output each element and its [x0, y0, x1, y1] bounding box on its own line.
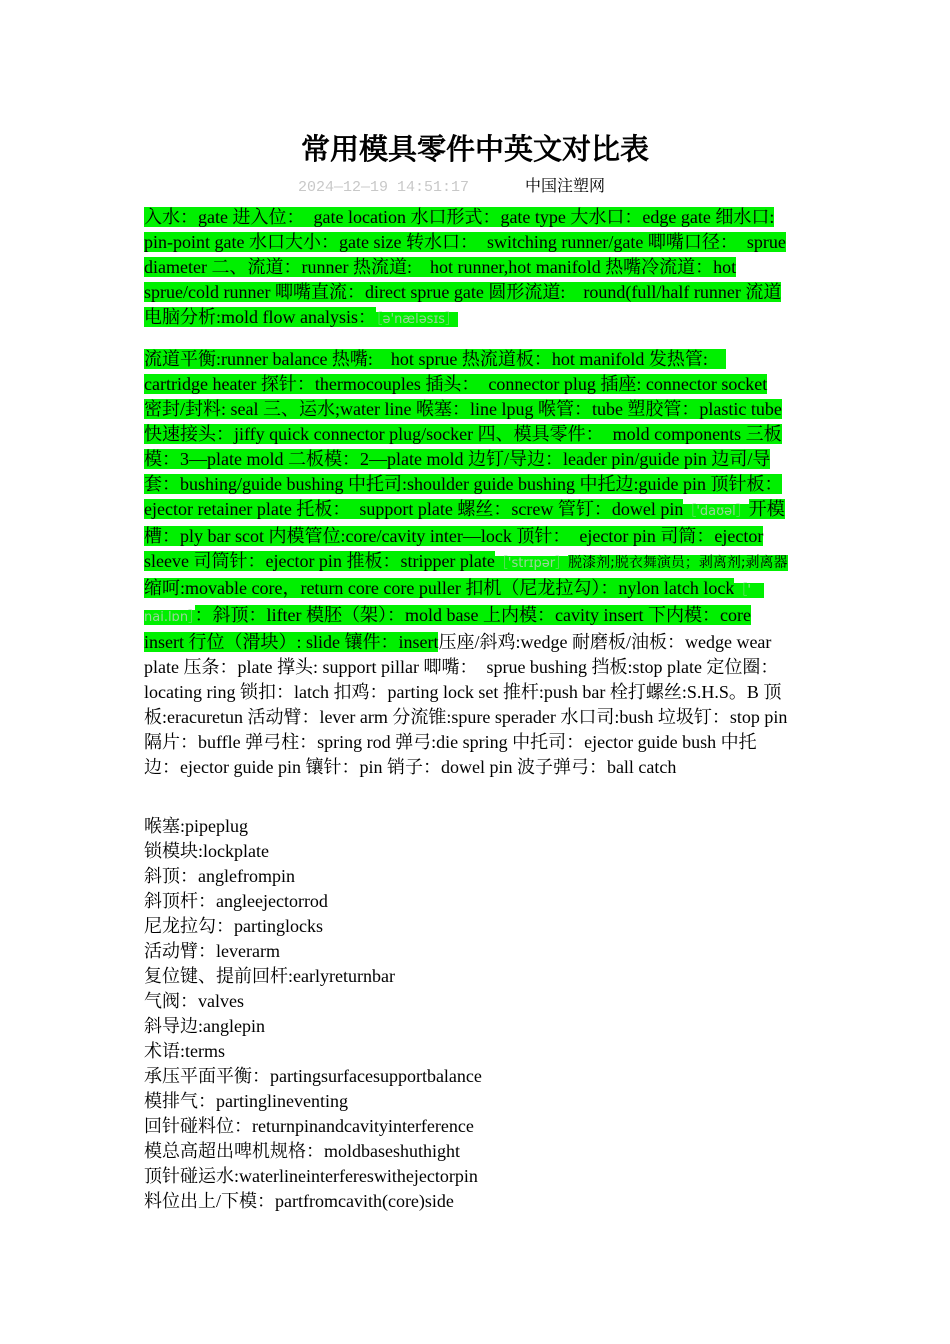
list-item: 复位键、提前回杆:earlyreturnbar [144, 966, 395, 986]
list-item: 锁模块:lockplate [144, 841, 269, 861]
list-item: 承压平面平衡：partingsurfacesupportbalance [144, 1066, 482, 1086]
list-item: 喉塞:pipeplug [144, 816, 248, 836]
list-item: 回针碰料位：returnpinandcavityinterference [144, 1116, 474, 1136]
highlighted-text: 开模槽：ply bar scot 内模管位:core/cavity inter—lock 顶针： ejector pin 司筒：ejector sleeve 司筒针：ejector pin 推板：stripper plate [144, 499, 785, 571]
paragraph-mold-components [144, 347, 789, 780]
list-item: 斜顶：anglefrompin [144, 866, 295, 886]
list-item: 尼龙拉勾：partinglocks [144, 916, 323, 936]
list-item: 模总高超出啤机规格：moldbaseshuthight [144, 1141, 460, 1161]
phonetic-annotation: ［' nai.lɒn］ [144, 583, 764, 625]
list-item: 斜顶杆：angleejectorrod [144, 891, 328, 911]
list-item: 模排气：partinglineventing [144, 1091, 348, 1111]
list-item: 活动臂：leverarm [144, 941, 280, 961]
list-item: 斜导边:anglepin [144, 1016, 265, 1036]
source-site: 中国注塑网 [525, 178, 606, 195]
highlighted-text: 流道平衡:runner balance 热嘴: hot sprue 热流道板：hot manifold 发热管: cartridge heater 探针：thermocouples 插头： connector plug 插座: connector socket 密封/封料: seal 三、运水;water line 喉塞：line lpug 喉管：tube 塑胶管：plastic tube 快速接头：jiffy quick connector plug/socker 四、模具零件： mold components 三板模：3—plate mold 二板模：2—plate mold 边钉/导边：leader pin/guide pin 边司/导套：bushing/guide bushing 中托司:shoulder guide bushing 中托边:guide pin 顶针板：ejector retainer plate 托板： support plate 螺丝：screw 管钉：dowel pin [144, 349, 783, 519]
publish-date: 2024—12—19 14:51:17 [298, 179, 470, 196]
paragraph-gates-runners [144, 205, 789, 332]
highlighted-text: ：斜顶：lifter 模胚（架）：mold base 上内模：cavity insert 下内模：core insert 行位（滑块）: slide 镶件：insert [144, 605, 751, 652]
list-item: 顶针碰运水:waterlineinterfereswithejectorpin [144, 1166, 478, 1186]
terms-list [144, 814, 789, 1214]
document-title: 常用模具零件中英文对比表 [300, 134, 649, 166]
document-meta [298, 176, 718, 199]
phonetic-annotation: ［'strɪpər］ [494, 556, 569, 571]
phonetic-annotation: ［ə'næləsɪs］ [376, 312, 459, 327]
list-item: 料位出上/下模：partfromcavith(core)side [144, 1191, 454, 1211]
phonetic-annotation: ［'daʊəl］ [683, 504, 749, 519]
list-item: 术语:terms [144, 1041, 225, 1061]
list-item: 气阀：valves [144, 991, 244, 1011]
highlighted-text: 入水：gate 进入位： gate location 水口形式：gate type 大水口：edge gate 细水口: pin-point gate 水口大小：gate size 转水口： switching runner/gate 唧嘴口径： sprue diameter 二、流道：runner 热流道: hot runner,hot manifold 热嘴冷流道：hot sprue/cold runner 唧嘴直流：direct sprue gate 圆形流道: round(full/half runner 流道电脑分析:mold flow analysis： [144, 207, 786, 327]
plain-text: 压座/斜鸡:wedge 耐磨板/油板：wedge wear plate 压条：plate 撑头: support pillar 唧嘴： sprue bushing 挡板:stop plate 定位圈：locating ring 锁扣：latch 扣鸡：parting lock set 推杆:push bar 栓打螺丝:S.H.S。B 顶板:eracuretun 活动臂：lever arm 分流锥:spure sperader 水口司:bush 垃圾钉：stop pin 隔片：buffle 弹弓柱：spring rod 弹弓:die spring 中托司：ejector guide bush 中托边：ejector guide pin 镶针：pin 销子：dowel pin 波子弹弓：ball catch [144, 632, 788, 777]
highlighted-text: 脱漆剂;脱衣舞演员；剥离剂;剥离器 [568, 555, 788, 571]
highlighted-text: 缩呵:movable core，return core core puller 扣机（尼龙拉勾）：nylon latch lock [144, 578, 735, 598]
